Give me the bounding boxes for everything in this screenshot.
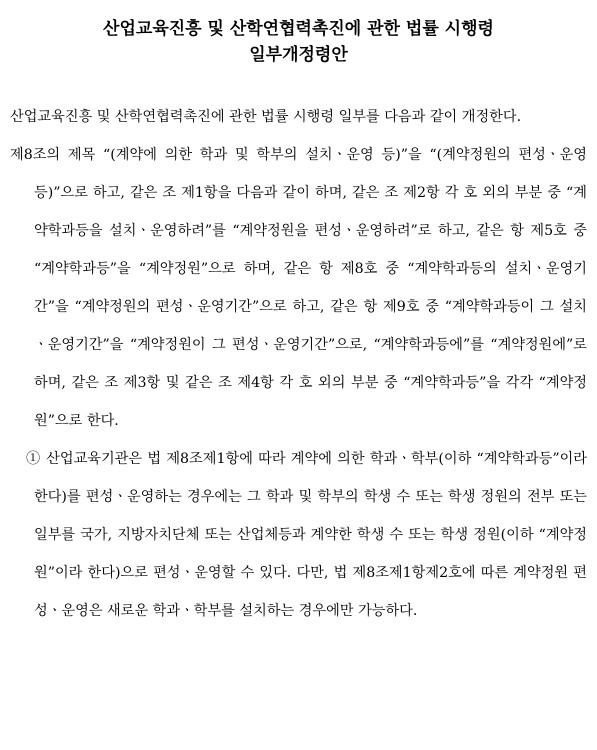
document-title — [0, 0, 597, 68]
title-line-1: 산업교육진흥 및 산학연협력촉진에 관한 법률 시행령 — [103, 19, 494, 39]
paragraph-clause-1: ① 산업교육기관은 법 제8조제1항에 따라 계약에 의한 학과ㆍ학부(이하 “계약학과등”이라 한다)를 편성ㆍ운영하는 경우에는 그 학과 및 학부의 학생 수 또는 학생 정원의 전부 또는 일부를 국가, 지방자치단체 또는 산업체등과 계약한 학생 수 또는 학생 정원(이하 “계약정원”이라 한다)으로 편성ㆍ운영할 수 있다. 다만, 법 제8조제1항제2호에 따른 계약정원 편성ㆍ운영은 새로운 학과ㆍ학부를 설치하는 경우에만 가능하다. — [26, 451, 587, 619]
paragraph-article-8-amendment: 제8조의 제목 “(계약에 의한 학과 및 학부의 설치ㆍ운영 등)”을 “(계약정원의 편성ㆍ운영 등)”으로 하고, 같은 조 제1항을 다음과 같이 하며, 같은 조 제2항 각 호 외의 부분 중 “계약학과등을 설치ㆍ운영하려”를 “계약정원을 편성ㆍ운영하려”로 하고, 같은 항 제5호 중 “계약학과등”을 “계약정원”으로 하며, 같은 항 제8호 중 “계약학과등의 설치ㆍ운영기간”을 “계약정원의 편성ㆍ운영기간”으로 하고, 같은 항 제9호 중 “계약학과등이 그 설치ㆍ운영기간”을 “계약정원이 그 편성ㆍ운영기간”으로, “계약학과등에”를 “계약정원에”로 하며, 같은 조 제3항 및 같은 조 제4항 각 호 외의 부분 중 “계약학과등”을 각각 “계약정원”으로 한다. — [10, 147, 587, 429]
title-line-2: 일부개정령안 — [249, 45, 348, 65]
paragraph-intro: 산업교육진흥 및 산학연협력촉진에 관한 법률 시행령 일부를 다음과 같이 개정한다. — [10, 109, 522, 125]
document-body — [0, 98, 597, 630]
